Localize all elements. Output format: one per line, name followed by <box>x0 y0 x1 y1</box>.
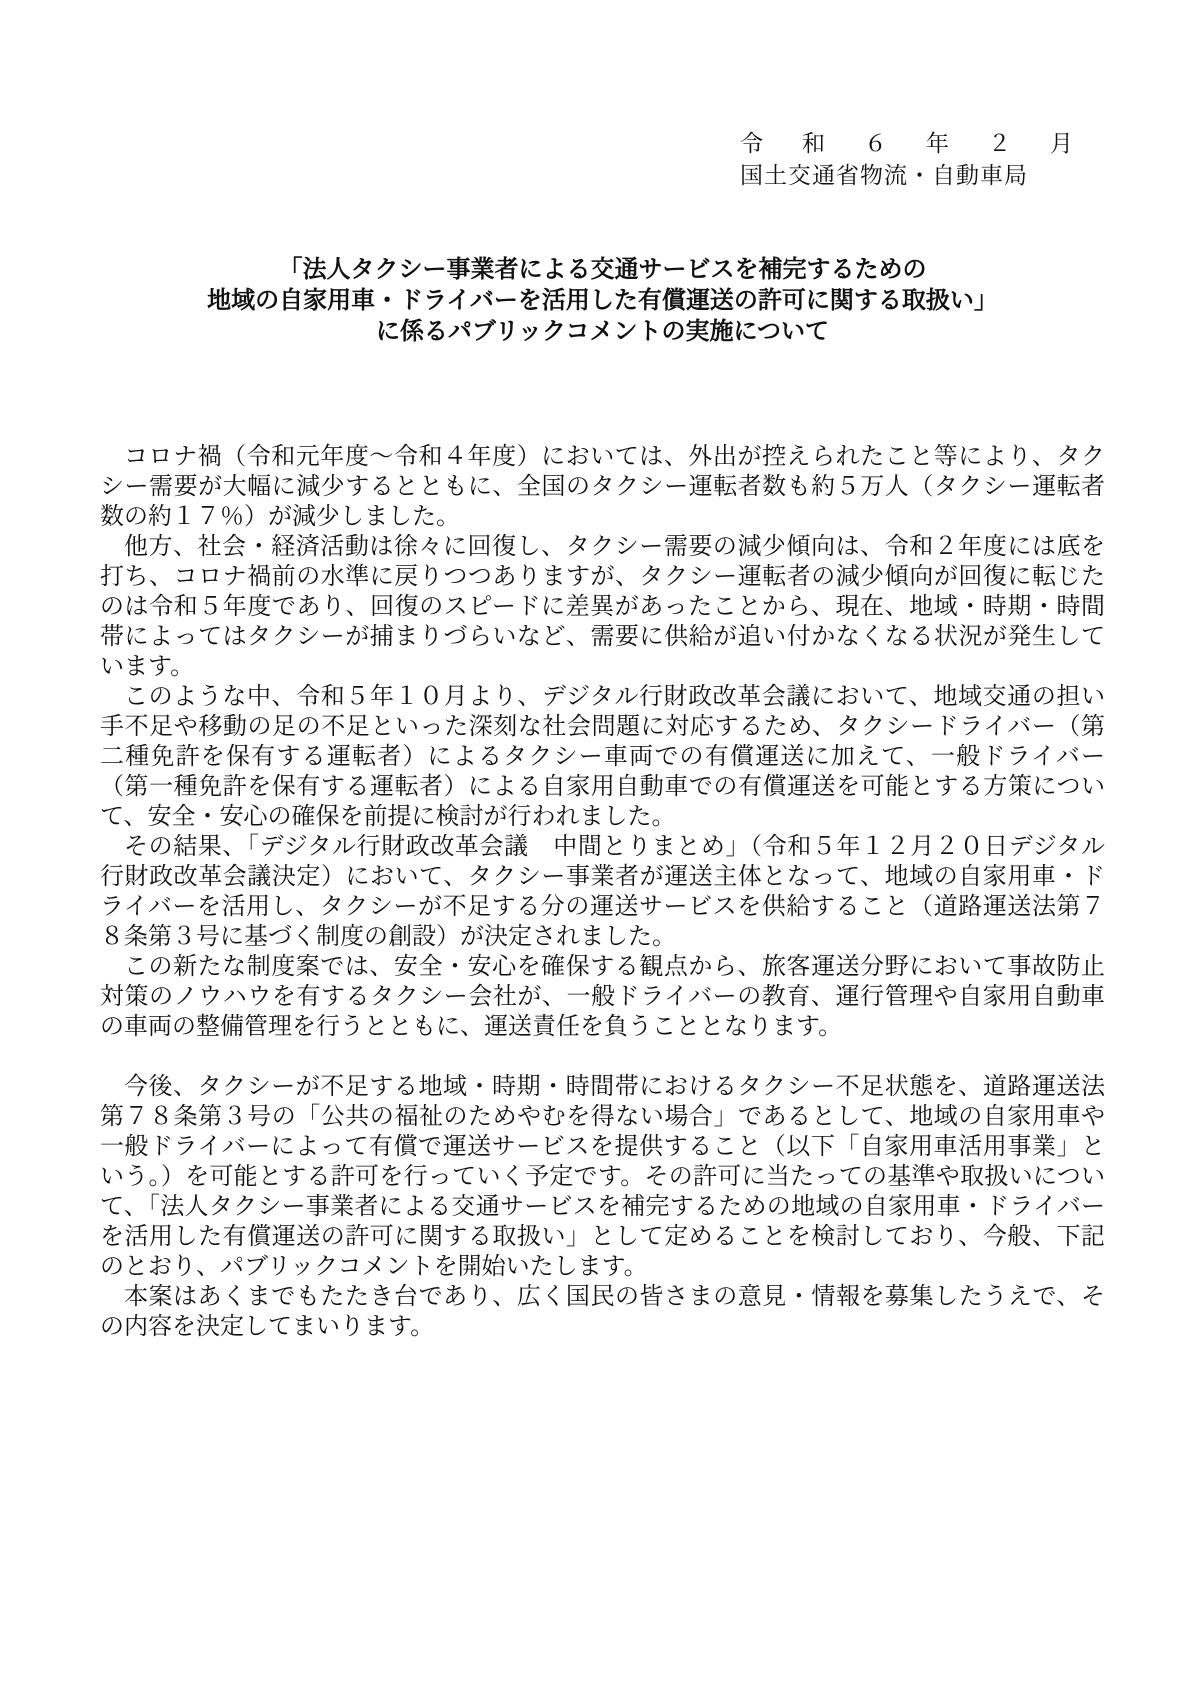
body-paragraph-2: 他方、社会・経済活動は徐々に回復し、タクシー需要の減少傾向は、令和２年度には底を打ち、コロナ禍前の水準に戻りつつありますが、タクシー運転者の減少傾向が回復に転じたのは令和５年度であり、回復のスピードに差異があったことから、現在、地域・時期・時間帯によってはタクシーが捕まりづらいなど、需要に供給が追い付かなくなる状況が発生しています。 <box>100 532 1105 680</box>
document-date: 令 和 ６ 年 ２ 月 <box>740 131 1081 157</box>
body-paragraph-5: この新たな制度案では、安全・安心を確保する観点から、旅客運送分野において事故防止対策のノウハウを有するタクシー会社が、一般ドライバーの教育、運行管理や自家用自動車の車両の整備管理を行うとともに、運送責任を負うこととなります。 <box>100 952 1105 1040</box>
body-paragraph-6: 今後、タクシーが不足する地域・時期・時間帯におけるタクシー不足状態を、道路運送法第７８条第３号の「公共の福祉のためやむを得ない場合」であるとして、地域の自家用車や一般ドライバーによって有償で運送サービスを提供すること（以下「自家用車活用事業」という。）を可能とする許可を行っていく予定です。その許可に当たっての基準や取扱いについて、「法人タクシー事業者による交通サービスを補完するための地域の自家用車・ドライバーを活用した有償運送の許可に関する取扱い」として定めることを検討しており、今般、下記のとおり、パブリックコメントを開始いたします。 <box>100 1072 1105 1280</box>
body-paragraph-3: このような中、令和５年１０月より、デジタル行財政改革会議において、地域交通の担い手不足や移動の足の不足といった深刻な社会問題に対応するため、タクシードライバー（第二種免許を保有する運転者）によるタクシー車両での有償運送に加えて、一般ドライバー（第一種免許を保有する運転者）による自家用自動車での有償運送を可能とする方策について、安全・安心の確保を前提に検討が行われました。 <box>100 682 1105 830</box>
document-title-line-3: に係るパブリックコメントの実施について <box>375 317 830 345</box>
body-paragraph-1: コロナ禍（令和元年度～令和４年度）においては、外出が控えられたこと等により、タクシー需要が大幅に減少するとともに、全国のタクシー運転者数も約５万人（タクシー運転者数の約１７％）が減少しました。 <box>100 442 1105 530</box>
document-title-line-1: 「法人タクシー事業者による交通サービスを補完するための <box>278 255 927 283</box>
document-header <box>740 128 1105 192</box>
document-body <box>100 441 1105 1341</box>
document-title <box>100 254 1105 347</box>
body-paragraph-7: 本案はあくまでもたたき台であり、広く国民の皆さまの意見・情報を募集したうえで、その内容を決定してまいります。 <box>100 1282 1105 1340</box>
issuing-organization: 国土交通省物流・自動車局 <box>740 163 1028 189</box>
body-paragraph-4: その結果、「デジタル行財政改革会議 中間とりまとめ」（令和５年１２月２０日デジタル行財政改革会議決定）において、タクシー事業者が運送主体となって、地域の自家用車・ドライバーを活用し、タクシーが不足する分の運送サービスを供給すること（道路運送法第７８条第３号に基づく制度の創設）が決定されました。 <box>100 832 1105 950</box>
document-title-line-2: 地域の自家用車・ドライバーを活用した有償運送の許可に関する取扱い」 <box>207 286 998 314</box>
